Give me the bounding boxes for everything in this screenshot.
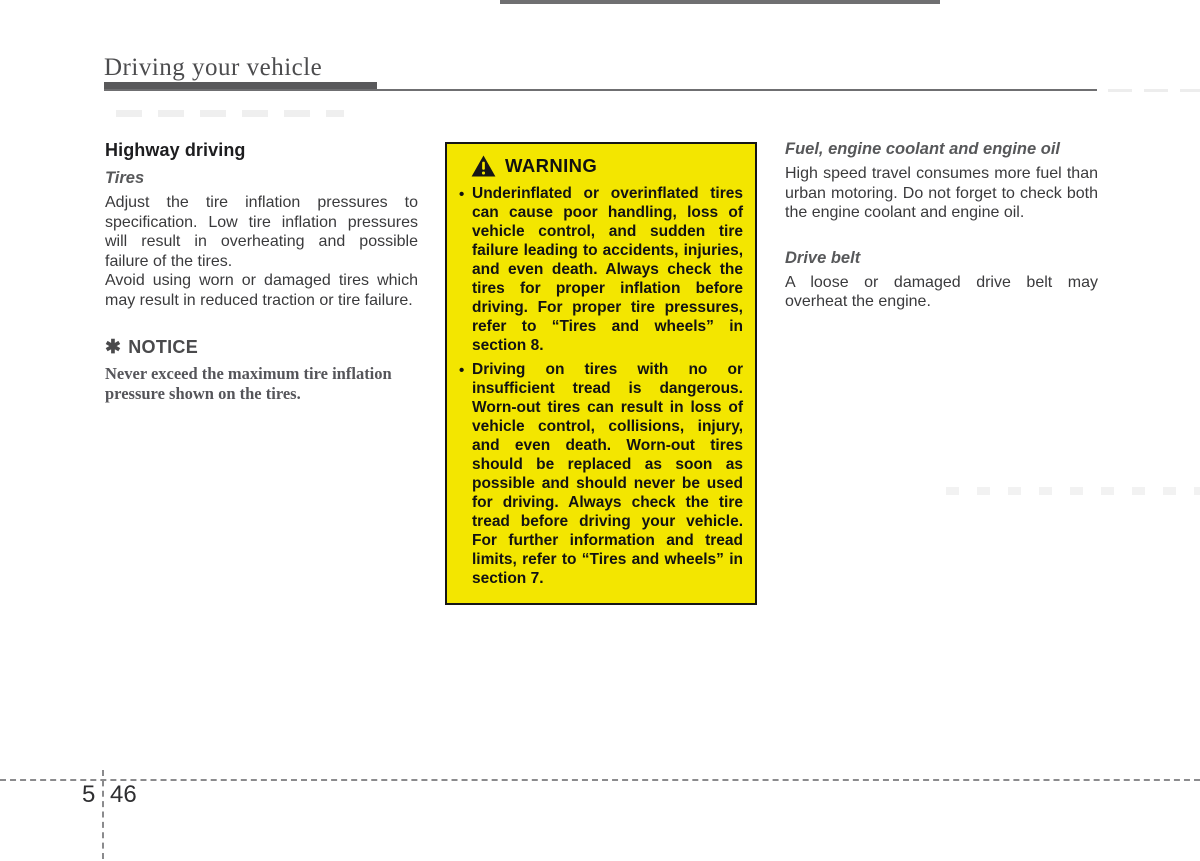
warning-item	[459, 184, 743, 355]
notice-block	[105, 337, 418, 404]
scan-artifact-dashes-right	[946, 487, 1200, 495]
page-title: Driving your vehicle	[104, 54, 323, 81]
warning-header	[471, 155, 743, 177]
subsection-heading-tires: Tires	[105, 169, 145, 187]
chapter-number: 5	[82, 781, 96, 808]
notice-label: NOTICE	[128, 337, 199, 357]
footer-vertical-dashed-divider	[102, 770, 104, 859]
footer-dashed-divider	[0, 779, 1200, 781]
spacer	[785, 223, 1098, 249]
paragraph-tire-inflation: Adjust the tire inflation pressures to specification. Low tire inflation pressures will result in overheating and possible failure of the tires.	[105, 194, 418, 270]
bullet-marker: •	[459, 362, 465, 379]
notice-heading	[105, 337, 418, 358]
warning-box	[445, 142, 757, 605]
left-column	[105, 140, 418, 404]
bullet-marker: •	[459, 186, 465, 203]
subsection-heading-fuel-coolant-oil: Fuel, engine coolant and engine oil	[785, 140, 1061, 158]
subsection-heading-drive-belt: Drive belt	[785, 248, 861, 267]
warning-triangle-icon	[471, 155, 496, 177]
paragraph-fuel-coolant-oil: High speed travel consumes more fuel than urban motoring. Do not forget to check both the engine coolant and engine oil.	[785, 165, 1098, 221]
section-heading-highway-driving: Highway driving	[105, 140, 246, 160]
notice-asterisk-icon: ✱	[105, 337, 122, 358]
notice-text: Never exceed the maximum tire inflation pressure shown on the tires.	[105, 364, 392, 403]
warning-item-text: Driving on tires with no or insufficient tread is dangerous. Worn-out tires can result in loss of vehicle control, collisions, injury, and even death. Worn-out tires should be replaced as soon as possible and should never be used for driving. Always check the tire tread before driving your vehicle. For further information and tread limits, refer to “Tires and wheels” in section 7.	[472, 361, 743, 587]
paragraph-worn-tires: Avoid using worn or damaged tires which may result in reduced traction or tire failure.	[105, 272, 418, 309]
warning-label: WARNING	[505, 155, 598, 176]
warning-item-text: Underinflated or overinflated tires can cause poor handling, loss of vehicle control, and sudden tire failure leading to accidents, injuries, and even death. Always check the tires for proper inflation before driving. For proper tire pressures, refer to “Tires and wheels” in section 8.	[472, 185, 743, 354]
top-edge-scan-mark	[500, 0, 940, 4]
right-column	[785, 140, 1098, 312]
scan-artifact-dashes-top	[116, 110, 344, 117]
warning-item	[459, 360, 743, 588]
paragraph-drive-belt: A loose or damaged drive belt may overheat the engine.	[785, 273, 1098, 310]
title-rule	[104, 89, 1097, 91]
title-rule-ghost-dashes	[1108, 89, 1200, 92]
page-number: 46	[110, 781, 137, 808]
